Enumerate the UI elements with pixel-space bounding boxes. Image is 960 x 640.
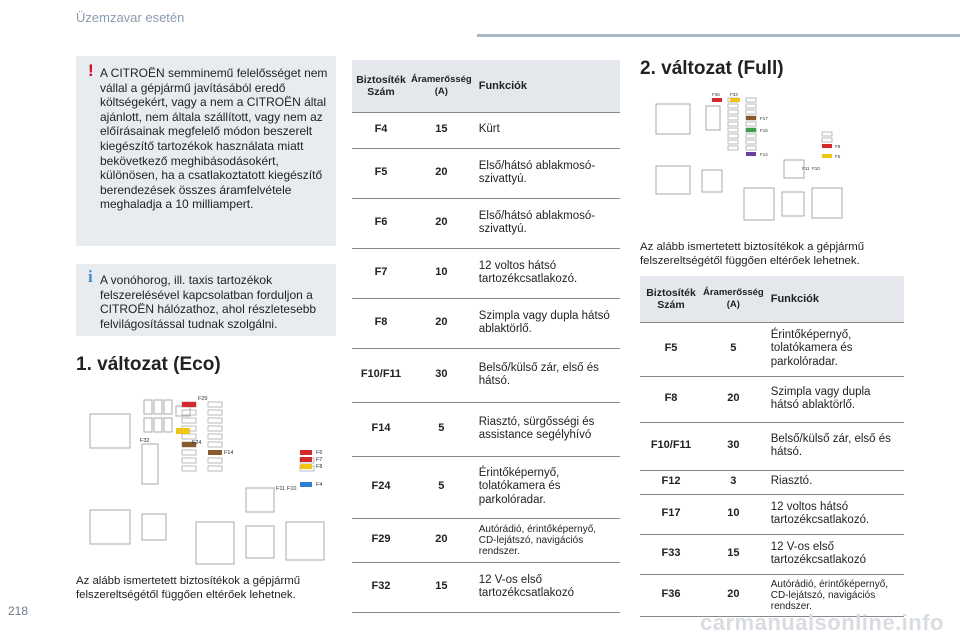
fuse-amp: 15 bbox=[702, 534, 765, 574]
table-row bbox=[640, 494, 904, 534]
fuse-function: Kürt bbox=[473, 112, 620, 148]
fuse-number: F8 bbox=[352, 298, 410, 348]
diagram2-label-f11: F11 bbox=[802, 166, 810, 171]
fuse-function: Szimpla vagy dupla hátsó ablaktörlő. bbox=[765, 376, 904, 422]
table-row bbox=[640, 534, 904, 574]
fuse-number: F5 bbox=[640, 322, 702, 376]
info-note bbox=[76, 264, 336, 336]
fuse-function: Autórádió, érintőképernyő, CD-lejátszó, navigációs rendszer. bbox=[473, 518, 620, 562]
table-row bbox=[352, 148, 620, 198]
chapter-title: Üzemzavar esetén bbox=[76, 10, 185, 25]
info-i-icon: i bbox=[88, 267, 93, 286]
diagram2-label-f5: F5 bbox=[835, 154, 841, 159]
diagram1-label-f11: F11 bbox=[276, 486, 286, 492]
fuse-number: F17 bbox=[640, 494, 702, 534]
warning-text: A CITROËN semminemű felelősséget nem vállal a gépjármű javításából eredő költségekért, vagy a nem a CITROËN által ajánlott, nem általa szállított, vagy nem az előírásainak megfelelő módon beszerelt kiegészítő tartozékok használata miatt bekövetkező meghibásodásokért, különösen, ha a csatlakoztatott kiegészítő berendezések összes áramfelvétele meghaladja a 10 milliampert. bbox=[100, 66, 328, 212]
table-row bbox=[640, 322, 904, 376]
section-title-v2: 2. változat (Full) bbox=[640, 58, 784, 79]
diagram1-label-f10: F10 bbox=[287, 486, 297, 492]
warning-exclamation-icon: ! bbox=[88, 61, 94, 80]
col-functions: Funkciók bbox=[765, 276, 904, 322]
fuse-number: F5 bbox=[352, 148, 410, 198]
table-row bbox=[352, 298, 620, 348]
table-row bbox=[352, 248, 620, 298]
col-fuse-number: Biztosíték Szám bbox=[640, 276, 702, 322]
fuse-number: F4 bbox=[352, 112, 410, 148]
fuse-function: Első/hátsó ablakmosó-szivattyú. bbox=[473, 148, 620, 198]
fuse-number: F29 bbox=[352, 518, 410, 562]
caption-v2: Az alább ismertetett biztosítékok a gépjármű felszereltségétől függően eltérőek lehetnek. bbox=[640, 241, 865, 267]
table-row bbox=[352, 402, 620, 456]
fuse-function: Szimpla vagy dupla hátsó ablaktörlő. bbox=[473, 298, 620, 348]
fuse-amp: 15 bbox=[410, 112, 473, 148]
fuse-amp: 5 bbox=[410, 402, 473, 456]
caption-v1: Az alább ismertetett biztosítékok a gépjármű felszereltségétől függően eltérőek lehetnek. bbox=[76, 575, 301, 601]
fuse-amp: 20 bbox=[702, 376, 765, 422]
fuse-number: F10/F11 bbox=[640, 422, 702, 470]
info-text: A vonóhorog, ill. taxis tartozékok felszerelésével kapcsolatban forduljon a CITROËN hálózathoz, ahol részletesebb felvilágosítással tudnak szolgálni. bbox=[100, 273, 317, 331]
fuse-function: Érintőképernyő, tolatókamera és parkolóradar. bbox=[765, 322, 904, 376]
fuse-table-v2 bbox=[640, 276, 904, 617]
fuse-number: F6 bbox=[352, 198, 410, 248]
diagram2-label-f36: F36 bbox=[712, 92, 720, 97]
fuse-function: 12 V-os első tartozékcsatlakozó bbox=[473, 562, 620, 612]
section-title-v1: 1. változat (Eco) bbox=[76, 354, 221, 375]
diagram2-label-f8: F8 bbox=[835, 144, 841, 149]
fuse-number: F7 bbox=[352, 248, 410, 298]
fuse-amp: 30 bbox=[410, 348, 473, 402]
fuse-function: Riasztó, sürgősségi és assistance segélyhívó bbox=[473, 402, 620, 456]
fuse-function: Első/hátsó ablakmosó-szivattyú. bbox=[473, 198, 620, 248]
col-functions: Funkciók bbox=[473, 60, 620, 112]
fuse-amp: 10 bbox=[702, 494, 765, 534]
fuse-function: Autórádió, érintőképernyő, CD-lejátszó, navigációs rendszer. bbox=[765, 574, 904, 616]
fuse-number: F32 bbox=[352, 562, 410, 612]
fuse-amp: 20 bbox=[702, 574, 765, 616]
fuse-function: Érintőképernyő, tolatókamera és parkolóradar. bbox=[473, 456, 620, 518]
diagram2-label-f12: F12 bbox=[760, 152, 768, 157]
table-row bbox=[352, 518, 620, 562]
fuse-number: F36 bbox=[640, 574, 702, 616]
fuse-amp: 3 bbox=[702, 470, 765, 494]
fuse-box-diagram-v1 bbox=[80, 392, 340, 570]
table-row bbox=[640, 422, 904, 470]
fuse-number: F10/F11 bbox=[352, 348, 410, 402]
table-row bbox=[352, 562, 620, 612]
fuse-function: 12 voltos hátsó tartozékcsatlakozó. bbox=[765, 494, 904, 534]
fuse-number: F14 bbox=[352, 402, 410, 456]
page-number: 218 bbox=[8, 604, 29, 618]
fuse-function: Belső/külső zár, első és hátsó. bbox=[765, 422, 904, 470]
fuse-amp: 15 bbox=[410, 562, 473, 612]
fuse-amp: 10 bbox=[410, 248, 473, 298]
fuse-amp: 20 bbox=[410, 298, 473, 348]
table-row bbox=[352, 348, 620, 402]
fuse-function: Belső/külső zár, első és hátsó. bbox=[473, 348, 620, 402]
col-amperage: Áramerősség (A) bbox=[702, 276, 765, 322]
diagram2-label-f17: F17 bbox=[760, 116, 768, 121]
table-row bbox=[352, 198, 620, 248]
diagram1-label-f4: F4 bbox=[316, 482, 323, 488]
fuse-amp: 20 bbox=[410, 148, 473, 198]
warning-note bbox=[76, 56, 336, 246]
diagram1-label-f6: F6 bbox=[316, 450, 323, 456]
diagram1-label-f14: F14 bbox=[224, 450, 234, 456]
fuse-amp: 30 bbox=[702, 422, 765, 470]
table-row bbox=[352, 456, 620, 518]
fuse-number: F12 bbox=[640, 470, 702, 494]
diagram1-label-f24: F24 bbox=[192, 440, 202, 446]
fuse-box-diagram-v2 bbox=[648, 92, 860, 228]
fuse-number: F8 bbox=[640, 376, 702, 422]
table-row bbox=[640, 470, 904, 494]
diagram1-label-f7: F7 bbox=[316, 457, 323, 463]
diagram1-label-f32: F32 bbox=[140, 438, 150, 444]
fuse-amp: 5 bbox=[702, 322, 765, 376]
diagram1-label-f29: F29 bbox=[198, 396, 208, 402]
diagram2-label-f15: F15 bbox=[760, 128, 768, 133]
fuse-function: 12 voltos hátsó tartozékcsatlakozó. bbox=[473, 248, 620, 298]
fuse-function: Riasztó. bbox=[765, 470, 904, 494]
fuse-number: F33 bbox=[640, 534, 702, 574]
watermark: carmanualsonline.info bbox=[700, 610, 944, 635]
fuse-table-v1 bbox=[352, 60, 620, 613]
fuse-number: F24 bbox=[352, 456, 410, 518]
fuse-amp: 20 bbox=[410, 198, 473, 248]
diagram2-label-f10: F10 bbox=[812, 166, 820, 171]
header-rule bbox=[477, 34, 960, 37]
table-row bbox=[640, 376, 904, 422]
col-amperage: Áramerősség (A) bbox=[410, 60, 473, 112]
diagram1-label-f8: F8 bbox=[316, 464, 323, 470]
fuse-function: 12 V-os első tartozékcsatlakozó bbox=[765, 534, 904, 574]
col-fuse-number: Biztosíték Szám bbox=[352, 60, 410, 112]
fuse-amp: 5 bbox=[410, 456, 473, 518]
diagram2-label-f33: F33 bbox=[730, 92, 738, 97]
fuse-amp: 20 bbox=[410, 518, 473, 562]
table-row bbox=[352, 112, 620, 148]
